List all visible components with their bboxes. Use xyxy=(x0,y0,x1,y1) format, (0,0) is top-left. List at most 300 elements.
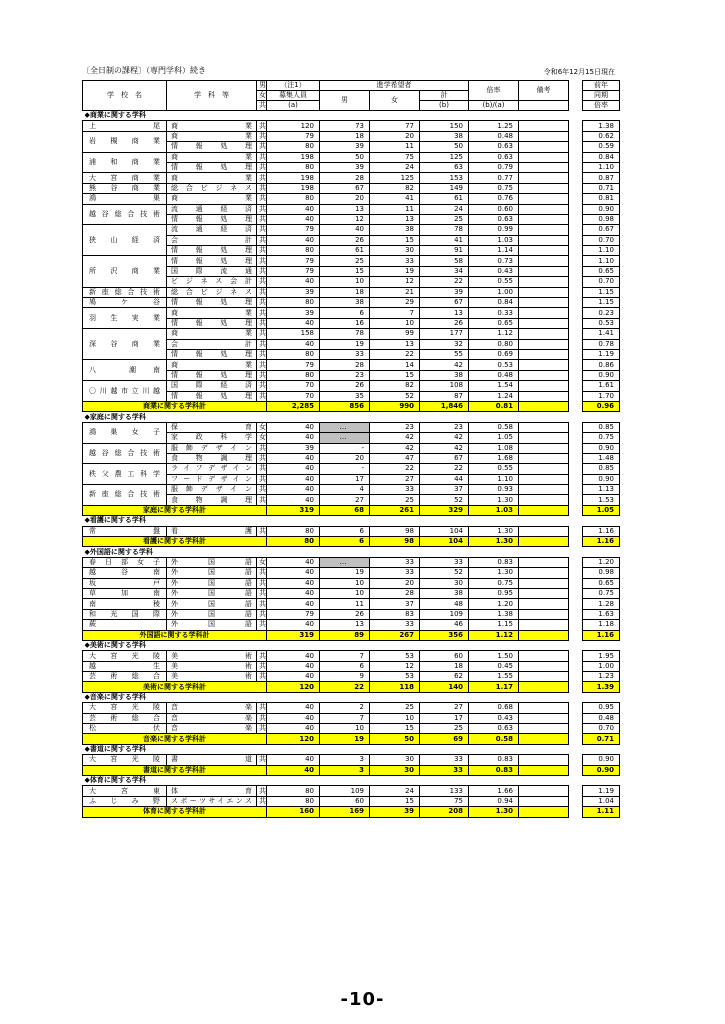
gender-type: 共 xyxy=(257,703,267,713)
section-title: ◆商業に関する学科 xyxy=(83,111,569,121)
capacity: 40 xyxy=(267,485,320,495)
header-ratio: 倍率 xyxy=(469,81,519,101)
remarks xyxy=(519,495,569,505)
total-count: 44 xyxy=(420,474,469,484)
department: フードデザイン xyxy=(167,474,257,484)
remarks xyxy=(519,256,569,266)
ratio: 0.75 xyxy=(469,183,519,193)
total-capacity: 40 xyxy=(267,765,320,775)
capacity: 40 xyxy=(267,568,320,578)
prev-ratio: 0.98 xyxy=(583,568,620,578)
prev-ratio: 1.70 xyxy=(583,391,620,401)
column-gap xyxy=(569,256,583,266)
table-row xyxy=(83,329,620,339)
total-count: 133 xyxy=(420,786,469,796)
department: 国際経済 xyxy=(167,381,257,391)
gender-type: 共 xyxy=(257,308,267,318)
remarks xyxy=(519,786,569,796)
column-gap xyxy=(569,547,583,557)
female-count: 15 xyxy=(370,370,420,380)
ratio: 0.94 xyxy=(469,796,519,806)
school-name: 羽 生 実 業 xyxy=(83,308,167,329)
ratio: 0.95 xyxy=(469,588,519,598)
table-row xyxy=(83,724,620,734)
ratio: 0.45 xyxy=(469,661,519,671)
remarks xyxy=(519,277,569,287)
male-count: 35 xyxy=(320,391,370,401)
column-gap xyxy=(569,246,583,256)
section-prev-blank xyxy=(583,776,620,786)
total-count: 33 xyxy=(420,557,469,567)
section-title: ◆書道に関する学科 xyxy=(83,744,569,754)
capacity: 39 xyxy=(267,308,320,318)
remarks xyxy=(519,162,569,172)
capacity: 40 xyxy=(267,578,320,588)
column-gap xyxy=(569,225,583,235)
ratio: 1.50 xyxy=(469,651,519,661)
school-name: ふ じ み 野 xyxy=(83,796,167,806)
school-name: 蕨 xyxy=(83,620,167,630)
male-count: 9 xyxy=(320,672,370,682)
school-name: 越 生 xyxy=(83,661,167,671)
department: ビジネス会計 xyxy=(167,277,257,287)
female-count: 83 xyxy=(370,609,420,619)
header-prev-1: 前年 xyxy=(583,81,620,91)
capacity: 198 xyxy=(267,183,320,193)
department: 外国語 xyxy=(167,568,257,578)
male-count: 40 xyxy=(320,225,370,235)
gender-type: 共 xyxy=(257,298,267,308)
remarks xyxy=(519,651,569,661)
gender-type: 共 xyxy=(257,713,267,723)
header-prev-2: 同期 xyxy=(583,91,620,101)
department: 商 業 xyxy=(167,173,257,183)
capacity: 40 xyxy=(267,672,320,682)
section-title: ◆美術に関する学科 xyxy=(83,640,569,650)
female-count: 33 xyxy=(370,620,420,630)
total-count: 24 xyxy=(420,204,469,214)
department: 情報処理 xyxy=(167,246,257,256)
capacity: 40 xyxy=(267,464,320,474)
remarks xyxy=(519,246,569,256)
gender-type: 共 xyxy=(257,225,267,235)
remarks xyxy=(519,755,569,765)
remarks xyxy=(519,464,569,474)
gender-type: 共 xyxy=(257,381,267,391)
female-count: 77 xyxy=(370,121,420,131)
capacity: 40 xyxy=(267,318,320,328)
school-name: 八 潮 南 xyxy=(83,360,167,381)
capacity: 79 xyxy=(267,256,320,266)
prev-ratio: 0.70 xyxy=(583,277,620,287)
table-row xyxy=(83,485,620,495)
male-count: 39 xyxy=(320,142,370,152)
ratio: 0.75 xyxy=(469,578,519,588)
total-count: 32 xyxy=(420,339,469,349)
school-name: 秩父農工科学 xyxy=(83,464,167,485)
section-prev-blank xyxy=(583,640,620,650)
total-count: 39 xyxy=(420,287,469,297)
header-prev-3: 倍率 xyxy=(583,101,620,111)
section-total-row xyxy=(83,537,620,547)
ratio: 1.12 xyxy=(469,329,519,339)
ratio: 0.63 xyxy=(469,214,519,224)
prev-ratio: 0.90 xyxy=(583,204,620,214)
capacity: 39 xyxy=(267,443,320,453)
table-header xyxy=(83,81,620,111)
total-ratio: 1.30 xyxy=(469,807,519,817)
total-prev-ratio: 1.16 xyxy=(583,630,620,640)
capacity: 40 xyxy=(267,433,320,443)
remarks xyxy=(519,225,569,235)
total-ratio: 0.83 xyxy=(469,765,519,775)
female-count: 29 xyxy=(370,298,420,308)
female-count: 33 xyxy=(370,256,420,266)
column-gap xyxy=(569,505,583,515)
male-count: 13 xyxy=(320,204,370,214)
column-gap xyxy=(569,796,583,806)
section-total-row xyxy=(83,682,620,692)
gender-type: 女 xyxy=(257,422,267,432)
section-total-label: 体育に関する学科計 xyxy=(83,807,267,817)
ratio: 1.08 xyxy=(469,443,519,453)
ratio: 1.25 xyxy=(469,121,519,131)
remarks xyxy=(519,703,569,713)
female-count: 38 xyxy=(370,225,420,235)
female-count: 11 xyxy=(370,204,420,214)
header-gender-m: 男 xyxy=(257,81,267,91)
female-count: 24 xyxy=(370,786,420,796)
total-prev-ratio: 0.71 xyxy=(583,734,620,744)
ratio: 0.33 xyxy=(469,308,519,318)
female-count: 19 xyxy=(370,266,420,276)
department: 服飾デザイン xyxy=(167,485,257,495)
male-count: 10 xyxy=(320,578,370,588)
gender-type: 共 xyxy=(257,266,267,276)
total-female: 98 xyxy=(370,537,420,547)
total-count: 25 xyxy=(420,724,469,734)
gender-type: 共 xyxy=(257,526,267,536)
remarks xyxy=(519,526,569,536)
table-row xyxy=(83,121,620,131)
male-count: 18 xyxy=(320,287,370,297)
header-capacity-note: （注1） xyxy=(267,81,320,91)
column-gap xyxy=(569,640,583,650)
female-count: 47 xyxy=(370,453,420,463)
gender-type: 共 xyxy=(257,194,267,204)
table-row xyxy=(83,568,620,578)
section-total-row xyxy=(83,765,620,775)
column-gap xyxy=(569,786,583,796)
prev-ratio: 0.90 xyxy=(583,474,620,484)
section-prev-blank xyxy=(583,547,620,557)
female-count: 14 xyxy=(370,360,420,370)
total-count: 67 xyxy=(420,298,469,308)
gender-type: 共 xyxy=(257,121,267,131)
section-header xyxy=(83,516,620,526)
department: 商 業 xyxy=(167,121,257,131)
ratio: 1.10 xyxy=(469,474,519,484)
total-female: 39 xyxy=(370,807,420,817)
gender-type: 共 xyxy=(257,474,267,484)
male-count: - xyxy=(320,443,370,453)
column-gap xyxy=(569,152,583,162)
gender-type: 共 xyxy=(257,318,267,328)
header-dept: 学 科 等 xyxy=(167,81,257,111)
female-count: 52 xyxy=(370,391,420,401)
male-count: 12 xyxy=(320,214,370,224)
total-count: 62 xyxy=(420,672,469,682)
section-prev-blank xyxy=(583,111,620,121)
ratio: 1.20 xyxy=(469,599,519,609)
department: 流通経済 xyxy=(167,204,257,214)
department: 情報処理 xyxy=(167,256,257,266)
column-gap xyxy=(569,162,583,172)
column-gap xyxy=(569,495,583,505)
male-count: 109 xyxy=(320,786,370,796)
female-count: 7 xyxy=(370,308,420,318)
header-capacity-sub: (a) xyxy=(267,101,320,111)
column-gap xyxy=(569,370,583,380)
total-total: 329 xyxy=(420,505,469,515)
school-name: 芸 術 総 合 xyxy=(83,713,167,723)
total-count: 38 xyxy=(420,588,469,598)
school-name: 越 谷 南 xyxy=(83,568,167,578)
prev-ratio: 1.10 xyxy=(583,256,620,266)
prev-ratio: 0.90 xyxy=(583,443,620,453)
table-row xyxy=(83,786,620,796)
remarks xyxy=(519,360,569,370)
capacity: 80 xyxy=(267,142,320,152)
column-gap xyxy=(569,651,583,661)
column-gap xyxy=(569,516,583,526)
total-count: 108 xyxy=(420,381,469,391)
male-count: 7 xyxy=(320,651,370,661)
total-count: 23 xyxy=(420,422,469,432)
ratio: 1.24 xyxy=(469,391,519,401)
gender-type: 共 xyxy=(257,609,267,619)
school-name: 松 伏 xyxy=(83,724,167,734)
total-male: 22 xyxy=(320,682,370,692)
ratio: 1.68 xyxy=(469,453,519,463)
capacity: 80 xyxy=(267,194,320,204)
school-name: 草 加 南 xyxy=(83,588,167,598)
prev-ratio: 0.70 xyxy=(583,724,620,734)
prev-ratio: 1.95 xyxy=(583,651,620,661)
capacity: 198 xyxy=(267,173,320,183)
total-count: 42 xyxy=(420,443,469,453)
column-gap xyxy=(569,422,583,432)
total-count: 34 xyxy=(420,266,469,276)
total-ratio: 1.03 xyxy=(469,505,519,515)
school-name: 上 尾 xyxy=(83,121,167,131)
ratio: 0.63 xyxy=(469,142,519,152)
header-total: 計 xyxy=(420,91,469,101)
department: 服飾デザイン xyxy=(167,443,257,453)
female-count: 82 xyxy=(370,183,420,193)
column-gap xyxy=(569,235,583,245)
total-count: 55 xyxy=(420,349,469,359)
remarks xyxy=(519,713,569,723)
school-name: 熊 谷 商 業 xyxy=(83,183,167,193)
female-count: 99 xyxy=(370,329,420,339)
ratio: 1.30 xyxy=(469,568,519,578)
prev-ratio: 0.78 xyxy=(583,339,620,349)
school-name: 春日部女子 xyxy=(83,557,167,567)
female-count: 25 xyxy=(370,703,420,713)
prev-ratio: 0.85 xyxy=(583,422,620,432)
prev-ratio: 0.62 xyxy=(583,131,620,141)
prev-ratio: 0.75 xyxy=(583,588,620,598)
total-prev-ratio: 1.16 xyxy=(583,537,620,547)
gender-type: 共 xyxy=(257,453,267,463)
column-gap xyxy=(569,557,583,567)
female-count: 22 xyxy=(370,349,420,359)
column-gap xyxy=(569,568,583,578)
prev-ratio: 1.13 xyxy=(583,485,620,495)
remarks xyxy=(519,578,569,588)
total-prev-ratio: 0.90 xyxy=(583,765,620,775)
capacity: 80 xyxy=(267,349,320,359)
department: 情報処理 xyxy=(167,298,257,308)
total-female: 990 xyxy=(370,401,420,411)
column-gap xyxy=(569,194,583,204)
header-female: 女 xyxy=(370,91,420,111)
column-gap xyxy=(569,474,583,484)
total-count: 91 xyxy=(420,246,469,256)
section-title: ◆家庭に関する学科 xyxy=(83,412,569,422)
school-name: 坂 戸 xyxy=(83,578,167,588)
gender-type: 共 xyxy=(257,724,267,734)
column-gap xyxy=(569,464,583,474)
total-female: 267 xyxy=(370,630,420,640)
male-count: 27 xyxy=(320,495,370,505)
total-capacity: 319 xyxy=(267,505,320,515)
remarks xyxy=(519,266,569,276)
column-gap xyxy=(569,588,583,598)
male-count: 17 xyxy=(320,474,370,484)
ratio: 1.15 xyxy=(469,620,519,630)
total-count: 149 xyxy=(420,183,469,193)
column-gap xyxy=(569,537,583,547)
gender-type: 共 xyxy=(257,246,267,256)
female-count: 30 xyxy=(370,755,420,765)
male-count: 67 xyxy=(320,183,370,193)
male-count: 7 xyxy=(320,713,370,723)
total-remarks xyxy=(519,505,569,515)
prev-ratio: 1.61 xyxy=(583,381,620,391)
remarks xyxy=(519,318,569,328)
female-count: 10 xyxy=(370,318,420,328)
department: 音 楽 xyxy=(167,713,257,723)
department: 流通経済 xyxy=(167,225,257,235)
table-row xyxy=(83,672,620,682)
capacity: 79 xyxy=(267,609,320,619)
section-total-label: 書道に関する学科計 xyxy=(83,765,267,775)
department: 商 業 xyxy=(167,152,257,162)
school-name: 鴻 巣 xyxy=(83,194,167,204)
remarks xyxy=(519,329,569,339)
male-count: 26 xyxy=(320,235,370,245)
prev-ratio: 0.71 xyxy=(583,183,620,193)
table-row xyxy=(83,256,620,266)
school-name: 新座総合技術 xyxy=(83,287,167,297)
remarks xyxy=(519,609,569,619)
column-gap xyxy=(569,661,583,671)
capacity: 40 xyxy=(267,620,320,630)
section-title: ◆体育に関する学科 xyxy=(83,776,569,786)
total-count: 48 xyxy=(420,599,469,609)
gender-type: 共 xyxy=(257,214,267,224)
section-title: ◆外国語に関する学科 xyxy=(83,547,569,557)
total-count: 38 xyxy=(420,370,469,380)
section-total-row xyxy=(83,734,620,744)
total-prev-ratio: 1.39 xyxy=(583,682,620,692)
male-count: 2 xyxy=(320,703,370,713)
gender-type: 共 xyxy=(257,349,267,359)
department: 総合ビジネス xyxy=(167,183,257,193)
column-gap xyxy=(569,214,583,224)
column-gap xyxy=(569,724,583,734)
section-header xyxy=(83,744,620,754)
table-row xyxy=(83,464,620,474)
ratio: 0.58 xyxy=(469,422,519,432)
section-prev-blank xyxy=(583,744,620,754)
department: 家政科学 xyxy=(167,433,257,443)
total-female: 30 xyxy=(370,765,420,775)
total-total: 140 xyxy=(420,682,469,692)
male-count: … xyxy=(320,433,370,443)
column-gap xyxy=(569,692,583,702)
male-count: 33 xyxy=(320,349,370,359)
table-row xyxy=(83,755,620,765)
total-ratio: 1.30 xyxy=(469,537,519,547)
department: 会 計 xyxy=(167,339,257,349)
male-count: 19 xyxy=(320,339,370,349)
gender-type: 共 xyxy=(257,339,267,349)
section-title: ◆音楽に関する学科 xyxy=(83,692,569,702)
remarks xyxy=(519,599,569,609)
ratio: 0.73 xyxy=(469,256,519,266)
table-row xyxy=(83,381,620,391)
table-row xyxy=(83,620,620,630)
table-row xyxy=(83,183,620,193)
remarks xyxy=(519,194,569,204)
prev-ratio: 1.10 xyxy=(583,246,620,256)
capacity: 70 xyxy=(267,391,320,401)
male-count: 6 xyxy=(320,526,370,536)
total-total: 33 xyxy=(420,765,469,775)
prev-ratio: 0.70 xyxy=(583,235,620,245)
total-female: 118 xyxy=(370,682,420,692)
table-row xyxy=(83,194,620,204)
capacity: 158 xyxy=(267,329,320,339)
gender-type: 共 xyxy=(257,796,267,806)
table-row xyxy=(83,796,620,806)
page-number: -10- xyxy=(340,989,385,1010)
gender-type: 共 xyxy=(257,464,267,474)
ratio: 0.43 xyxy=(469,266,519,276)
female-count: 23 xyxy=(370,422,420,432)
department: 情報処理 xyxy=(167,370,257,380)
total-capacity: 120 xyxy=(267,734,320,744)
department: 情報処理 xyxy=(167,318,257,328)
prev-ratio: 1.18 xyxy=(583,620,620,630)
female-count: 15 xyxy=(370,724,420,734)
remarks xyxy=(519,349,569,359)
total-count: 17 xyxy=(420,713,469,723)
female-count: 11 xyxy=(370,142,420,152)
